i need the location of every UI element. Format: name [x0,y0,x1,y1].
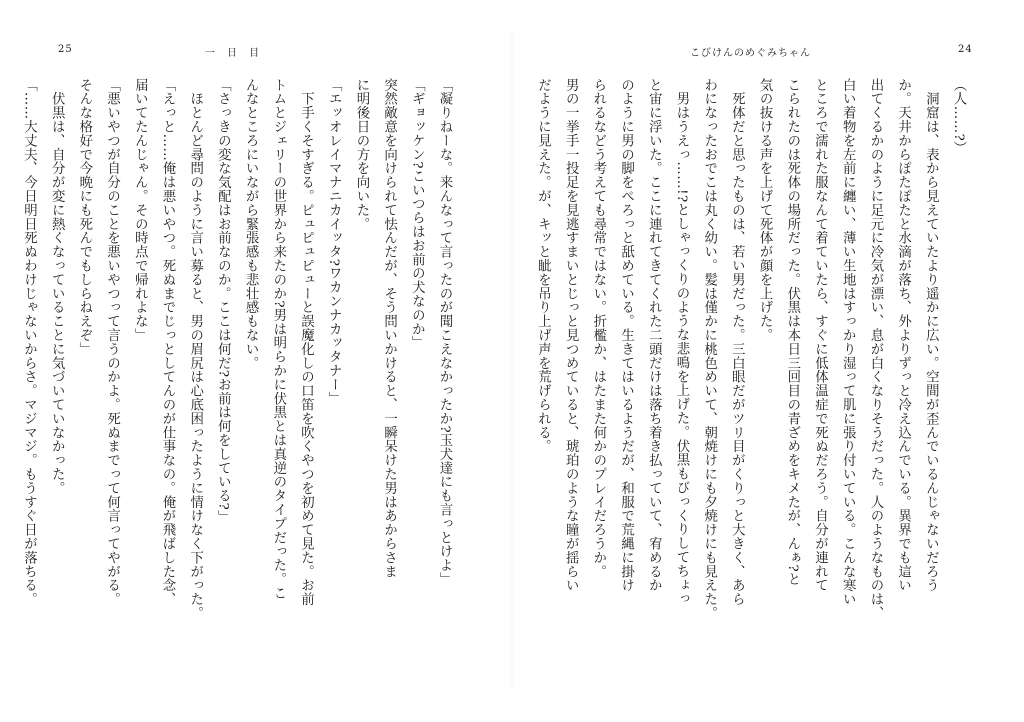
right-running-head: こびけんのめぐみちゃん [690,48,811,59]
text-line: 「悪いやつが自分のことを悪いやつって言うのかよ。死ぬまでって何言ってやがる。 [104,78,120,607]
text-line: ほとんど尋問のように言い募ると、男の眉尻は心底困ったように情けなく下がった。 [187,78,203,621]
text-line: に明後日の方を向いた。 [353,78,369,231]
text-line: だように見えた。が、キッと眦を吊り上げ声を荒げられる。 [535,78,551,454]
left-page-number: 25 [58,44,73,55]
text-line: ところで濡れた服なんて着ていたら、すぐに低体温症で死ぬだろう。自分が連れて [812,78,828,593]
right-page [512,0,1024,722]
text-line: 気の抜ける声を上げて死体が顔を上げた。 [757,78,773,343]
left-body-text [21,78,458,668]
text-line: （人……?） [951,78,966,156]
text-line: のように男の脚をぺろっと舐めている。生きてはいるようだが、和服で荒縄に掛け [618,78,634,593]
left-running-head: 一 日 目 [205,48,260,59]
text-line: 「エッオレイマナニカイッタ?ワカンナカッタナー」 [326,78,342,406]
text-line: 「……大丈夫、今日明日死ぬわけじゃないからさ。マジマジ。もうすぐ日が落ちる。 [21,78,37,607]
text-line: 出てくるかのように足元に冷気が漂い、息が白くなりそうだった。人のようなものは、 [867,78,883,621]
text-line: と宙に浮いた。ここに連れてきてくれた二頭だけは落ち着き払っていて、宥めるか [646,78,662,593]
text-line: こられたのは死体の場所だった。伏黒は本日三回目の青ざめをキメたが、んぁ?と [784,78,800,587]
text-line: そんな格好で今晩にも死んでもしらねえぞ」 [76,78,92,356]
text-line: 伏黒は、自分が変に熱くなっていることに気づいていなかった。 [49,78,65,495]
right-body-text [535,78,972,668]
right-page-number: 24 [958,44,973,55]
text-line: 男の一挙手一投足を見逃すまいとじっと見つめていると、琥珀のような瞳が揺らい [563,78,579,593]
text-line: んなところにいながら緊張感も悲壮感もない。 [243,78,259,370]
text-line: トムとジェリーの世界から来たのか?男は明らかに伏黒とは真逆のタイプだった。こ [270,78,286,600]
text-line: られるなどう考えても尋常ではない。折檻か、はたまた何かのプレイだろうか。 [590,78,606,579]
text-line: 死体だと思ったものは、若い男だった。三白眼だがツリ目がくりっと大きく、あら [729,78,745,607]
text-line: 届いてたんじゃん。その時点で帰れよな」 [132,78,148,343]
text-line: 男はうえっ……!?としゃっくりのような悲鳴を上げた。伏黒もびっくりしてちょっ [673,78,689,606]
text-line: 「さっきの変な気配はお前なのか。ここは何だ?お前は何をしている?」 [215,78,231,525]
text-line: 「えっと……俺は悪いやつ。死ぬまでじっとしてんのが仕事なの。俺が飛ばした念、 [159,78,175,607]
text-line: 洞窟は、表から見えていたより遥かに広い。空間が歪んでいるんじゃないだろう [923,78,939,593]
text-line: 「凝りねーな。来んなって言ったのが聞こえなかったか?玉犬達にも言っとけよ」 [437,78,452,587]
text-line: 下手くそすぎる。ピュピュピューと誤魔化しの口笛を吹くやつを初めて見た。お前 [298,78,314,607]
text-line: 白い着物を左前に纏い、薄い生地はすっかり湿って肌に張り付いている。こんな寒い [840,78,856,607]
text-line: 「ギョッケン?こいつらはお前の犬なのか」 [409,78,425,350]
text-line: 突然敵意を向けられて怯んだが、そう問いかけると、一瞬呆けた男はあからさま [381,78,397,579]
text-line: か。天井からぽたぽたと水滴が落ち、外よりずっと冷え込んでいる。異界でも這い [895,78,911,593]
text-line: わになったおでこは丸く幼い。髪は僅かに桃色めいて、朝焼けにも夕焼けにも見えた。 [701,78,717,621]
